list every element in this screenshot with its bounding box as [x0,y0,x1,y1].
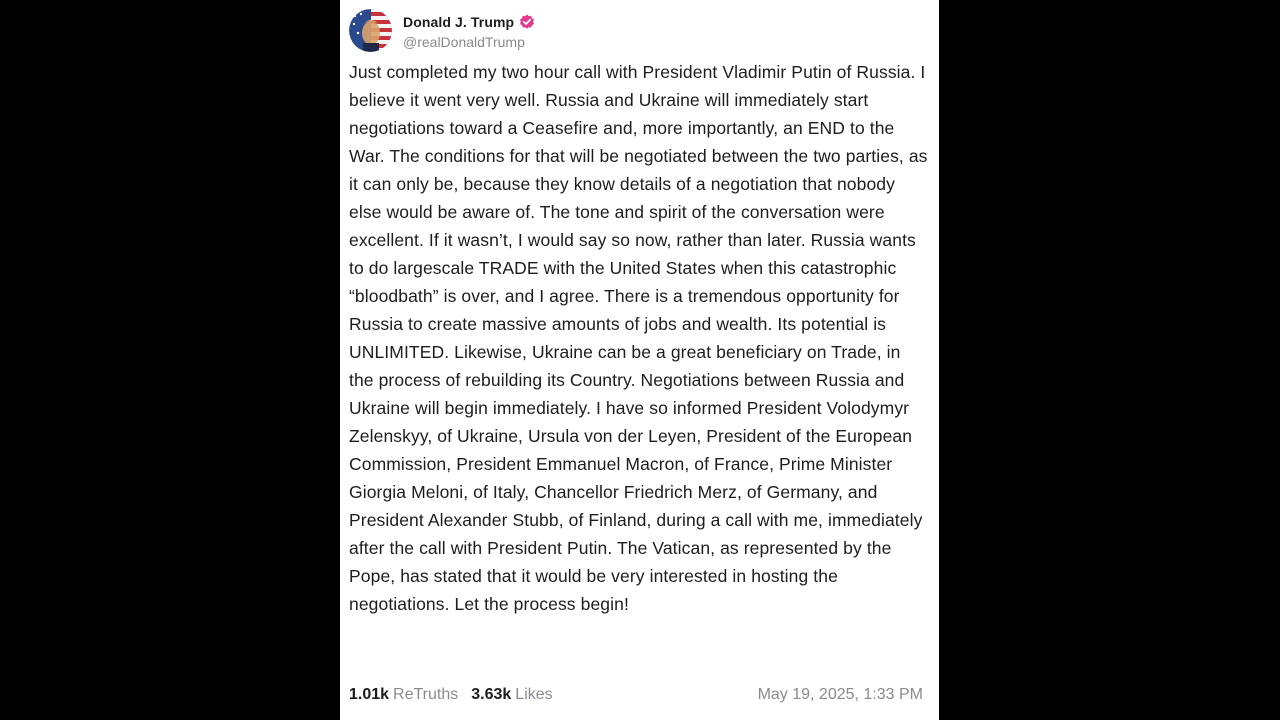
author-names [403,11,535,50]
likes-label: Likes [515,686,553,703]
post-text: Just completed my two hour call with President Vladimir Putin of Russia. I believe it went very well. Russia and Ukraine will immediately start negotiations toward a Ceasefire and, more importantly, an END to the War. The conditions for that will be negotiated between the two parties, as it can only be, because they know details of a negotiation that nobody else would be aware of. The tone and spirit of the conversation were excellent. If it wasn’t, I would say so now, rather than later. Russia wants to do largescale TRADE with the United States when this catastrophic “bloodbath” is over, and I agree. There is a tremendous opportunity for Russia to create massive amounts of jobs and wealth. Its potential is UNLIMITED. Likewise, Ukraine can be a great beneficiary on Trade, in the process of rebuilding its Country. Negotiations between Russia and Ukraine will begin immediately. I have so informed President Volodymyr Zelenskyy, of Ukraine, Ursula von der Leyen, President of the European Commission, President Emmanuel Macron, of France, Prime Minister Giorgia Meloni, of Italy, Chancellor Friedrich Merz, of Germany, and President Alexander Stubb, of Finland, during a call with me, immediately after the call with President Putin. The Vatican, as represented by the Pope, has stated that it would be very interested in hosting the negotiations. Let the process begin! [349,62,928,614]
post-timestamp[interactable]: May 19, 2025, 1:33 PM [757,686,923,703]
retruths-stat[interactable] [349,686,458,704]
post-card [340,0,939,720]
post-header [349,7,535,53]
retruths-label: ReTruths [393,686,459,703]
avatar-image [349,9,392,52]
verified-check-icon [519,14,535,30]
author-display-name[interactable]: Donald J. Trump [403,13,515,30]
post-footer [349,683,923,707]
avatar[interactable] [349,9,392,52]
retruths-count: 1.01k [349,686,390,703]
likes-stat[interactable] [471,686,552,704]
name-row [403,11,535,33]
likes-count: 3.63k [471,686,512,703]
author-handle[interactable]: @realDonaldTrump [403,33,525,50]
